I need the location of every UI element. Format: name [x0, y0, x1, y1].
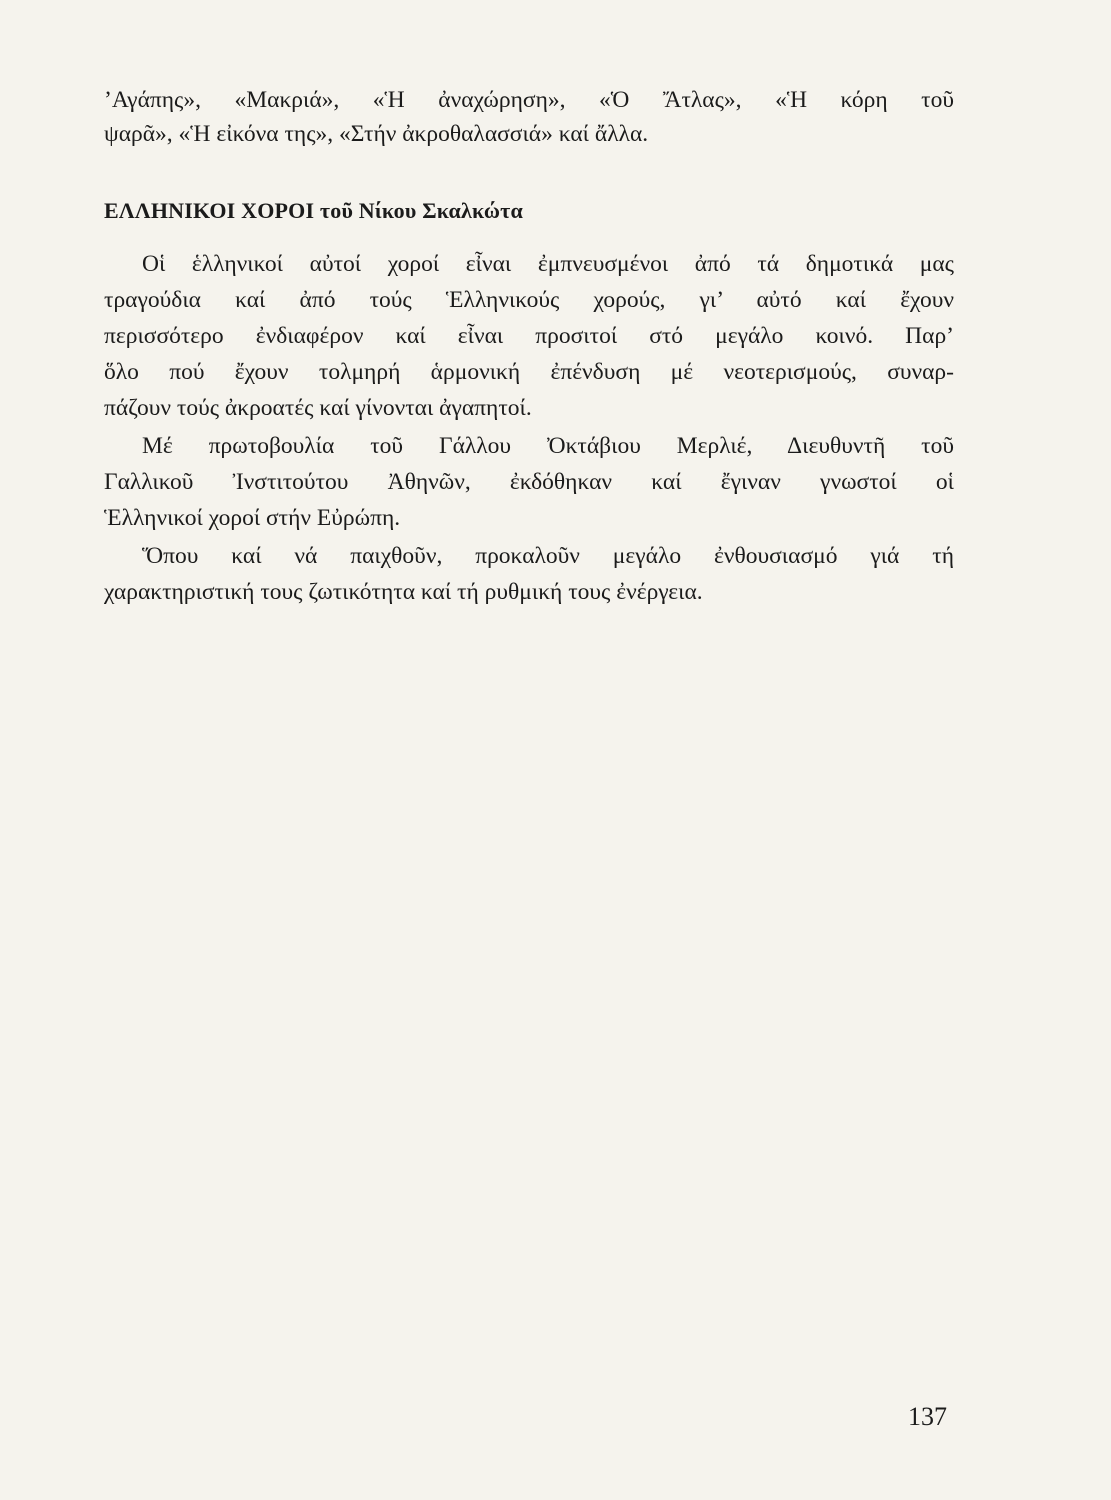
page-number: 137 [908, 1402, 947, 1431]
section-heading: ΕΛΛΗΝΙΚΟΙ ΧΟΡΟΙ τοῦ Νίκου Σκαλκώτα [104, 198, 523, 223]
paragraph-2-line-1: Μέ πρωτοβουλία τοῦ Γάλλου Ὀκτάβιου Μερλιέ, Διευθυντῆ τοῦ [142, 433, 954, 459]
paragraph-1-line-3: περισσότερο ἐνδιαφέρον καί εἶναι προσιτοί στό μεγάλο κοινό. Παρ’ [104, 323, 954, 349]
intro-line-2: ψαρᾶ», «Ἡ εἰκόνα της», «Στήν ἀκροθαλασσιά» καί ἄλλα. [104, 121, 649, 147]
paragraph-3-line-1: Ὅπου καί νά παιχθοῦν, προκαλοῦν μεγάλο ἐνθουσιασμό γιά τή [142, 543, 954, 569]
paragraph-2-line-2: Γαλλικοῦ Ἰνστιτούτου Ἀθηνῶν, ἐκδόθηκαν καί ἔγιναν γνωστοί οἱ [104, 469, 954, 495]
paragraph-1-line-1: Οἱ ἑλληνικοί αὐτοί χοροί εἶναι ἐμπνευσμένοι ἀπό τά δημοτικά μας [142, 251, 954, 277]
paragraph-2-line-3: Ἑλληνικοί χοροί στήν Εὐρώπη. [104, 505, 401, 531]
intro-line-1: ’Αγάπης», «Μακριά», «Ἡ ἀναχώρηση», «Ὁ Ἄτλας», «Ἡ κόρη τοῦ [104, 87, 954, 113]
paragraph-1-line-4: ὅλο πού ἔχουν τολμηρή ἁρμονική ἐπένδυση μέ νεοτερισμούς, συναρ- [104, 359, 954, 385]
paragraph-3-line-2: χαρακτηριστική τους ζωτικότητα καί τή ρυθμική τους ἐνέργεια. [104, 579, 703, 605]
paragraph-1-line-2: τραγούδια καί ἀπό τούς Ἑλληνικούς χορούς, γι’ αὐτό καί ἔχουν [104, 287, 954, 313]
paragraph-1-line-5: πάζουν τούς ἀκροατές καί γίνονται ἀγαπητοί. [104, 395, 532, 421]
